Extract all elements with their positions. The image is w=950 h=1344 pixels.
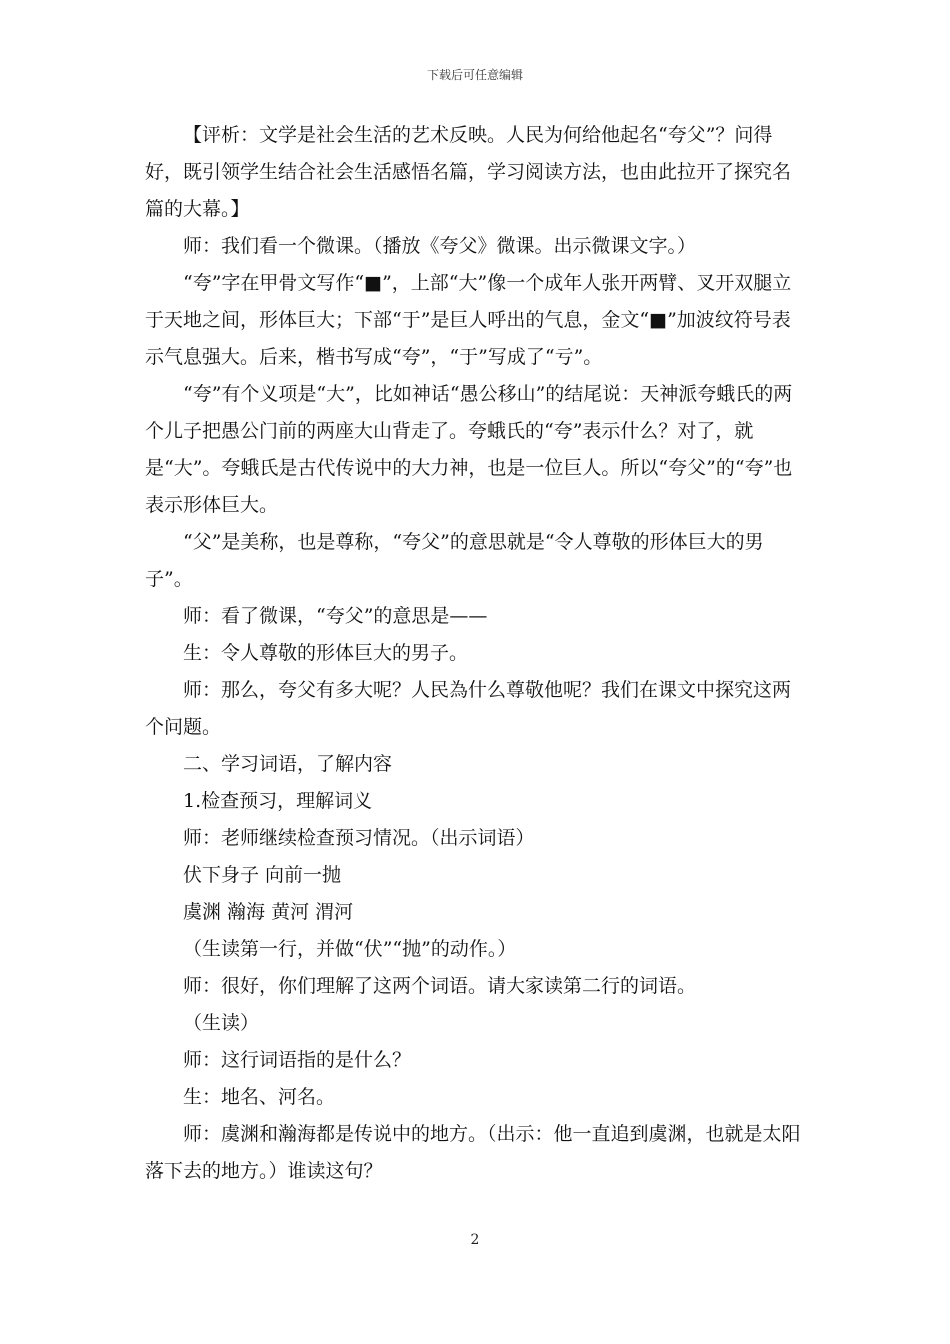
paragraph-student-place-names: 生：地名、河名。 bbox=[183, 1086, 336, 1108]
paragraph-teacher-check: 师：老师继续检查预习情况。（出示词语） bbox=[183, 827, 535, 849]
paragraph-oracle-script: “夸”字在甲骨文写作“■”，上部“大”像一个成年人张开两臂、叉开双腿立于天地之间，形体巨大；下部“于”是巨人呼出的气息，金文“■”加波纹符号表示气息强大。后来，楷书写成“夸”，“于”写成了“亏”。 bbox=[145, 272, 792, 368]
paragraph-student-reads: （生读） bbox=[183, 1012, 260, 1034]
paragraph-commentary: 【评析：文学是社会生活的艺术反映。人民为何给他起名“夸父”？问得好，既引领学生结合社会生活感悟名篇，学习阅读方法，也由此拉开了探究名篇的大幕。】 bbox=[145, 124, 792, 220]
paragraph-meaning-big: “夸”有个义项是“大”，比如神话“愚公移山”的结尾说：天神派夸蛾氏的两个儿子把愚公门前的两座大山背走了。夸蛾氏的“夸”表示什么？对了，就是“大”。夸蛾氏是古代传说中的大力神，也是一位巨人。所以“夸父”的“夸”也表示形体巨大。 bbox=[145, 383, 793, 516]
page-header: 下载后可任意编辑 bbox=[426, 68, 523, 82]
paragraph-fu-meaning: “父”是美称，也是尊称，“夸父”的意思就是“令人尊敬的形体巨大的男子”。 bbox=[145, 531, 764, 590]
paragraph-teacher-microlesson: 师：我们看一个微课。（播放《夸父》微课。出示微课文字。） bbox=[183, 235, 697, 257]
paragraph-teacher-ask: 师：这行词语指的是什么？ bbox=[183, 1049, 412, 1071]
section-heading: 二、学习词语，了解内容 bbox=[183, 753, 393, 775]
document-body bbox=[145, 117, 807, 1190]
vocab-line-1: 伏下身子 向前一抛 bbox=[183, 864, 342, 886]
paragraph-teacher-yuyuan: 师：虞渊和瀚海都是传说中的地方。（出示：他一直追到虞渊，也就是太阳落下去的地方。）谁读这句？ bbox=[145, 1123, 801, 1182]
subsection-heading: 1.检查预习，理解词义 bbox=[183, 790, 373, 812]
paragraph-teacher-inquiry: 师：那么，夸父有多大呢？人民為什么尊敬他呢？我们在课文中探究这两个问题。 bbox=[145, 679, 792, 738]
paragraph-student-reads-line-1: （生读第一行，并做“伏”“抛”的动作。） bbox=[183, 938, 517, 960]
paragraph-teacher-question: 师：看了微课，“夸父”的意思是—— bbox=[183, 605, 488, 627]
paragraph-teacher-praise: 师：很好，你们理解了这两个词语。请大家读第二行的词语。 bbox=[183, 975, 697, 997]
vocab-line-2: 虞渊 瀚海 黄河 渭河 bbox=[183, 901, 354, 923]
paragraph-student-answer: 生：令人尊敬的形体巨大的男子。 bbox=[183, 642, 469, 664]
page-number: 2 bbox=[470, 1232, 480, 1248]
